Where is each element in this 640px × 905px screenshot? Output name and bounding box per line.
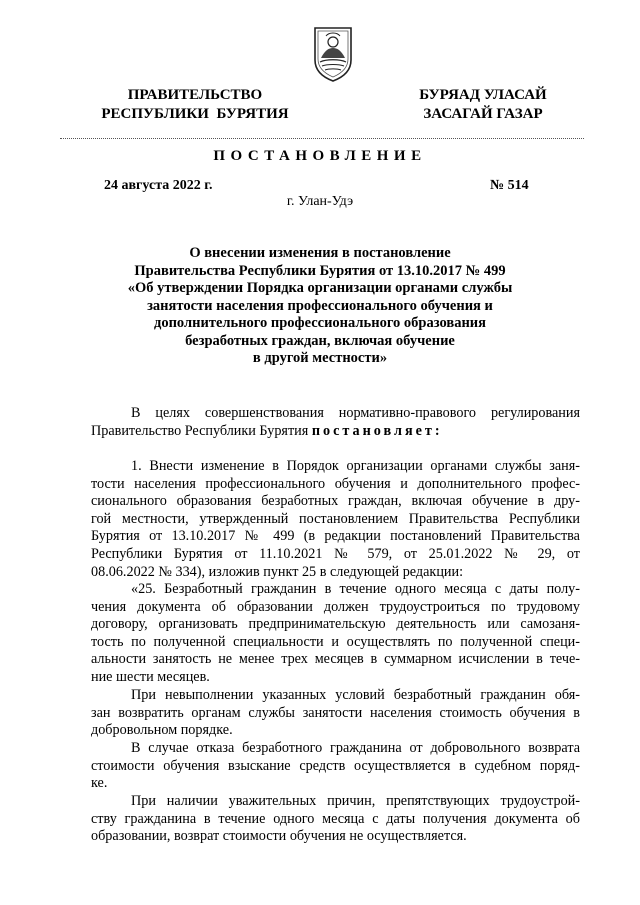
title-line: дополнительного профессионального образования [153, 315, 486, 331]
body-line [91, 423, 580, 441]
body-line: образовании, возврат стоимости обучения не осуществляется. [91, 828, 467, 845]
body-line: В целях совершенствования нормативно-правового регулирования [131, 405, 580, 421]
body-line: ству гражданина в течение одного месяца с даты получения документа об [91, 810, 580, 827]
body-line: ке. [91, 775, 108, 792]
org-name-line: БУРЯАД УЛАСАЙ [419, 87, 547, 103]
body-line: альности занятость не менее трех месяцев в суммарном исчислении в тече- [91, 651, 580, 668]
body-line: зан возвратить органам службы занятости населения стоимость обучения в [91, 704, 580, 721]
coat-of-arms-icon [309, 24, 357, 82]
body-line: ние шести месяцев. [91, 668, 210, 685]
org-name-russian [90, 86, 300, 124]
preamble-text: Правительство Республики Бурятия [91, 422, 312, 439]
org-name-line: ПРАВИТЕЛЬСТВО [127, 87, 263, 103]
body-line: чения документа об образовании должен трудоустроиться по трудовому [91, 598, 580, 615]
title-line: в другой местности» [252, 350, 388, 366]
title-line: безработных граждан, включая обучение [185, 332, 455, 349]
paragraph-non-fulfilment [91, 687, 580, 740]
body-line: сионального образования безработных граждан, включая обучение в дру- [91, 493, 580, 510]
body-line: 08.06.2022 № 334), изложив пункт 25 в следующей редакции: [91, 563, 464, 580]
title-line: «Об утверждении Порядка организации органами службы [127, 280, 513, 296]
org-name-line: РЕСПУБЛИКИ БУРЯТИЯ [101, 106, 289, 122]
paragraph-valid-reasons [91, 793, 580, 846]
body-line: добровольном порядке. [91, 722, 233, 739]
paragraph-25 [91, 581, 580, 687]
title-line: О внесении изменения в постановление [189, 245, 451, 261]
paragraph-refusal [91, 740, 580, 793]
body-line: При наличии уважительных причин, препятствующих трудоустрой- [131, 793, 580, 809]
body-line: Республики Бурятия от 11.10.2021 № 579, от 25.01.2022 № 29, от [91, 545, 580, 562]
body-line: договору, организовать предпринимательскую деятельность или самозаня- [91, 616, 580, 633]
header-divider [60, 138, 584, 139]
body-line: тости населения профессионального обучения и дополнительного профес- [91, 475, 580, 492]
body-line: тость по полученной специальности и осуществлять по полученной специ- [91, 633, 580, 650]
org-name-line: ЗАСАГАЙ ГАЗАР [423, 106, 543, 122]
body-line: При невыполнении указанных условий безработный гражданин обя- [131, 687, 580, 703]
preamble-decree-word: постановляет: [311, 422, 443, 439]
org-name-buryat [383, 86, 583, 124]
body-line: «25. Безработный гражданин в течение одного месяца с даты полу- [131, 581, 580, 597]
document-date: 24 августа 2022 г. [104, 178, 213, 193]
body-line: гой местности, утвержденный постановлением Правительства Республики [91, 510, 580, 527]
body-line: В случае отказа безработного гражданина от добровольного возврата [131, 740, 580, 756]
body-line: стоимости обучения взыскание средств осуществляется в судебном поряд- [91, 757, 580, 774]
body-line: Бурятия от 13.10.2017 № 499 (в редакции постановлений Правительства [91, 528, 580, 545]
document-type: ПОСТАНОВЛЕНИЕ [213, 148, 427, 164]
document-number: № 514 [490, 178, 529, 193]
title-line: занятости населения профессионального обучения и [147, 297, 493, 314]
document-title [110, 245, 530, 368]
preamble [91, 405, 580, 440]
item-1 [91, 458, 580, 581]
title-line: Правительства Республики Бурятия от 13.10.2017 № 499 [134, 262, 506, 279]
body-line: 1. Внести изменение в Порядок организации органами службы заня- [131, 458, 580, 474]
document-city: г. Улан-Удэ [286, 194, 354, 209]
